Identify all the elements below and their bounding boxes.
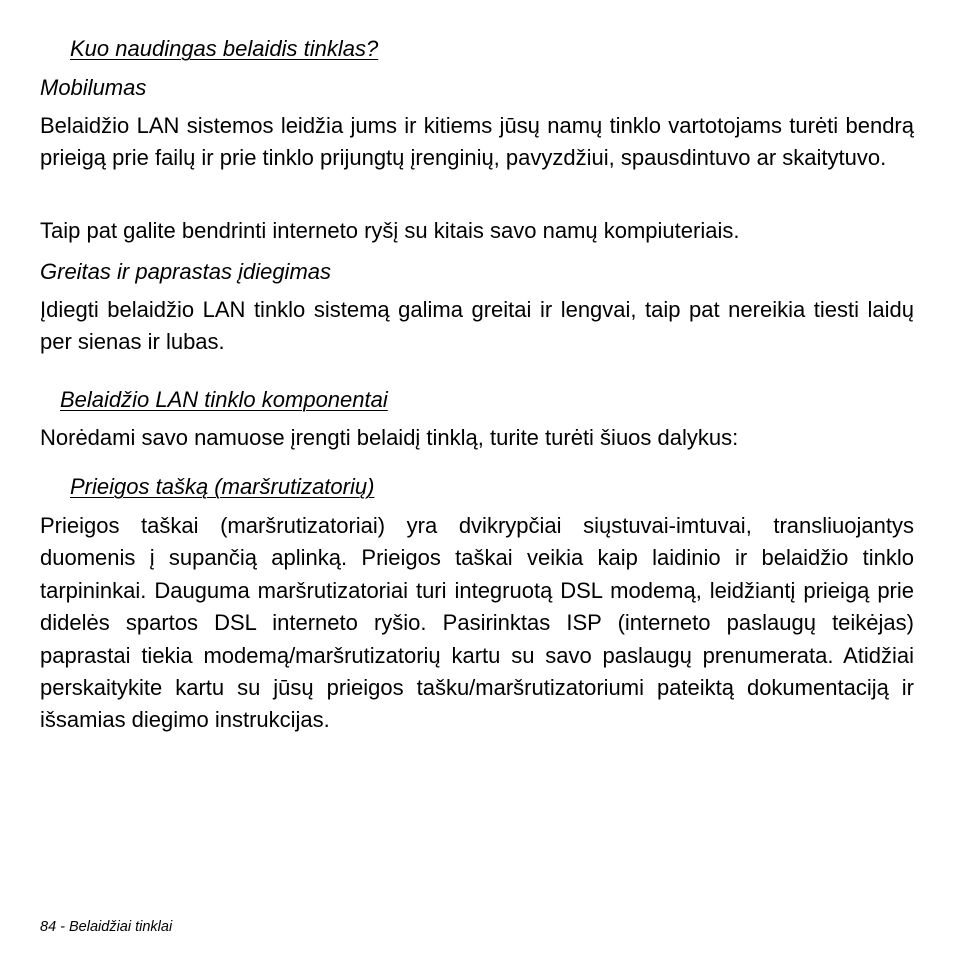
- access-point-heading: Prieigos tašką (maršrutizatorių): [70, 474, 375, 499]
- installation-paragraph: Įdiegti belaidžio LAN tinklo sistemą galima greitai ir lengvai, taip pat nereikia tiesti laidų per sienas ir lubas.: [40, 297, 914, 355]
- components-heading: Belaidžio LAN tinklo komponentai: [60, 387, 388, 412]
- why-wireless-heading: Kuo naudingas belaidis tinklas?: [70, 36, 379, 61]
- access-point-paragraph: Prieigos taškai (maršrutizatoriai) yra dvikrypčiai siųstuvai-imtuvai, transliuojantys duomenis į supančią aplinką. Prieigos taškai veikia kaip laidinio ir belaidžio tinklo tarpininkai. Dauguma maršrutizatoriai turi integruotą DSL modemą, leidžiantį prieigą prie didelės spartos DSL interneto ryšio. Pasirinktas ISP (interneto paslaugų teikėjas) paprastai tiekia modemą/maršrutizatorių kartu su savo paslaugų prenumerata. Atidžiai perskaitykite kartu su jūsų prieigos tašku/maršrutizatoriumi pateiktą dokumentaciją ir išsamias diegimo instrukcijas.: [40, 513, 914, 733]
- components-paragraph: Norėdami savo namuose įrengti belaidį tinklą, turite turėti šiuos dalykus:: [40, 425, 739, 450]
- page-footer: 84 - Belaidžiai tinklai: [40, 919, 173, 935]
- installation-heading: Greitas ir paprastas įdiegimas: [40, 259, 332, 284]
- internet-sharing-paragraph: Taip pat galite bendrinti interneto ryšį su kitais savo namų kompiuteriais.: [40, 218, 740, 243]
- mobility-heading: Mobilumas: [40, 75, 147, 100]
- mobility-paragraph: Belaidžio LAN sistemos leidžia jums ir kitiems jūsų namų tinklo vartotojams turėti bendrą prieigą prie failų ir prie tinklo prijungtų įrenginių, pavyzdžiui, spausdintuvo ar skaitytuvo.: [40, 113, 914, 171]
